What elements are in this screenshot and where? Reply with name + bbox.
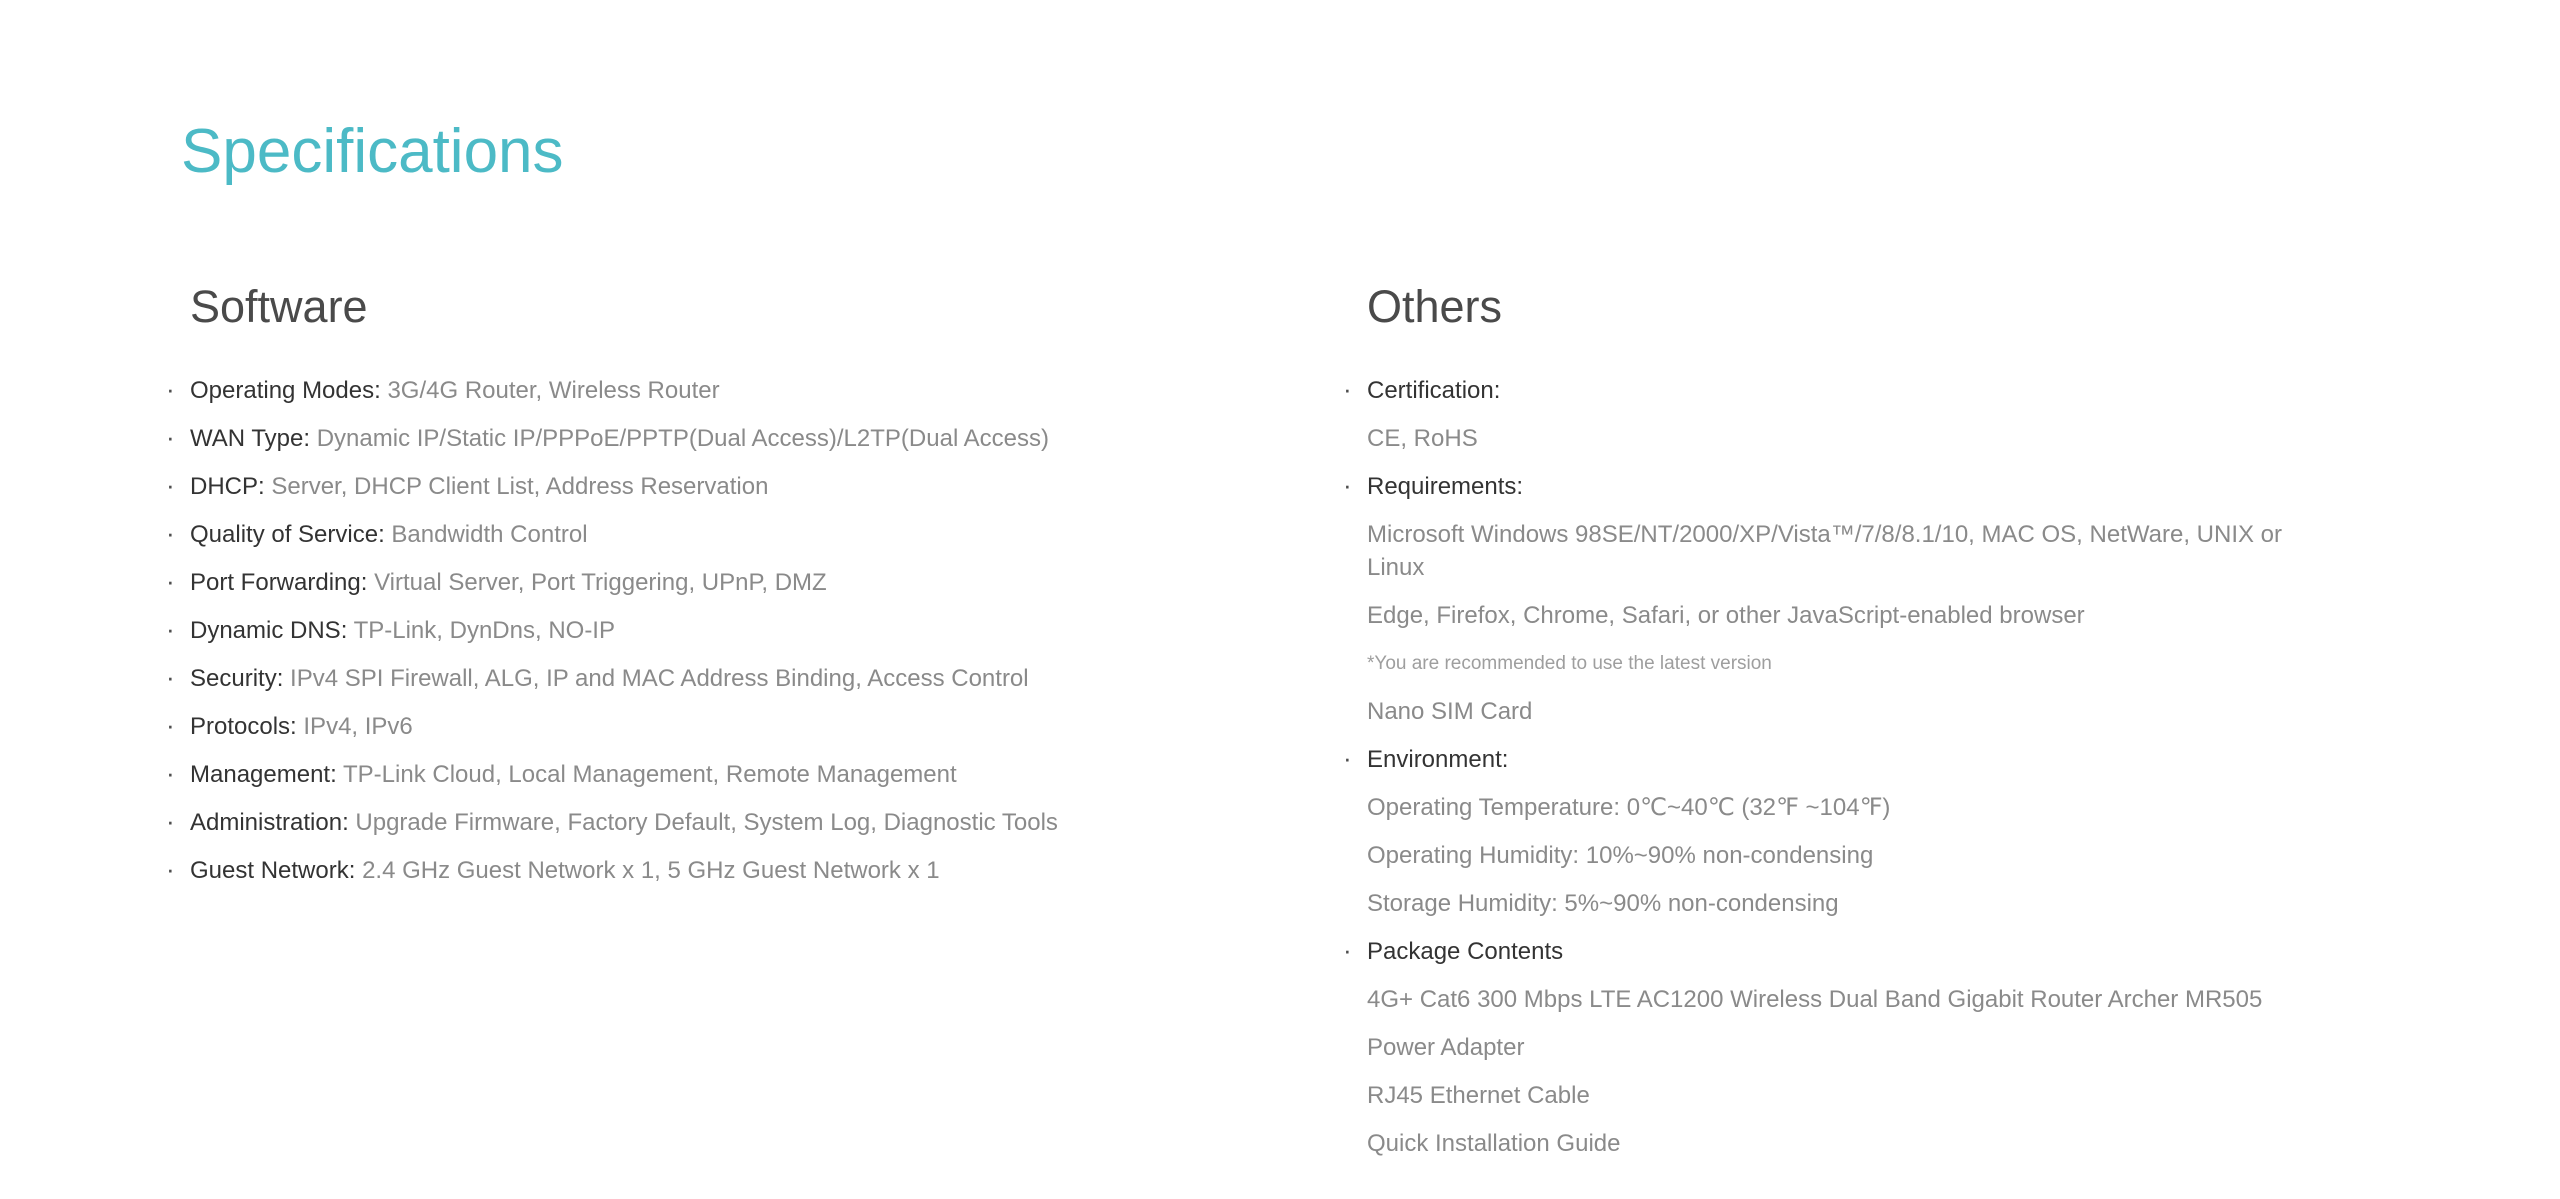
spec-line: 4G+ Cat6 300 Mbps LTE AC1200 Wireless Dual Band Gigabit Router Archer MR505	[1367, 986, 2263, 1014]
spec-group-environment	[1337, 743, 2347, 920]
spec-row-guest-network	[160, 854, 1280, 887]
spec-value: Virtual Server, Port Triggering, UPnP, DMZ	[374, 569, 827, 597]
spec-line: Edge, Firefox, Chrome, Safari, or other JavaScript-enabled browser	[1367, 602, 2085, 630]
others-column	[1337, 283, 2347, 1175]
spec-label: Management:	[190, 761, 337, 789]
spec-row-qos	[160, 518, 1280, 551]
spec-row-dynamic-dns	[160, 614, 1280, 647]
spec-group-header	[1337, 935, 2347, 968]
spec-row-dhcp	[160, 470, 1280, 503]
bullet-icon: ·	[1343, 374, 1352, 405]
spec-value: TP-Link, DynDns, NO-IP	[353, 617, 615, 645]
spec-value: TP-Link Cloud, Local Management, Remote Management	[343, 761, 957, 789]
others-heading: Others	[1367, 281, 1503, 332]
bullet-icon: ·	[166, 854, 175, 885]
spec-label: Security:	[190, 665, 284, 693]
spec-value: Bandwidth Control	[391, 521, 588, 549]
software-heading: Software	[190, 281, 368, 332]
spec-line: Operating Humidity: 10%~90% non-condensing	[1367, 842, 1874, 870]
spec-label: Environment:	[1367, 746, 1509, 774]
bullet-icon: ·	[166, 710, 175, 741]
spec-group-header	[1337, 374, 2347, 407]
spec-note: *You are recommended to use the latest version	[1367, 653, 1772, 675]
spec-line: Microsoft Windows 98SE/NT/2000/XP/Vista™/7/8/8.1/10, MAC OS, NetWare, UNIX or Linux	[1367, 521, 2282, 582]
spec-line: CE, RoHS	[1367, 425, 1478, 453]
bullet-icon: ·	[166, 566, 175, 597]
spec-label: Requirements:	[1367, 473, 1524, 501]
spec-group-certification	[1337, 374, 2347, 455]
spec-row-port-forwarding	[160, 566, 1280, 599]
spec-label: WAN Type:	[190, 425, 311, 453]
spec-label: Administration:	[190, 809, 349, 837]
spec-group-header	[1337, 743, 2347, 776]
spec-row-protocols	[160, 710, 1280, 743]
spec-value: Dynamic IP/Static IP/PPPoE/PPTP(Dual Access)/L2TP(Dual Access)	[316, 425, 1049, 453]
spec-line: Nano SIM Card	[1367, 698, 1533, 726]
bullet-icon: ·	[1343, 470, 1352, 501]
spec-value: IPv4 SPI Firewall, ALG, IP and MAC Address Binding, Access Control	[290, 665, 1029, 693]
spec-group-header	[1337, 470, 2347, 503]
spec-value: 2.4 GHz Guest Network x 1, 5 GHz Guest Network x 1	[362, 857, 940, 885]
spec-row-wan-type	[160, 422, 1280, 455]
spec-row-management	[160, 758, 1280, 791]
bullet-icon: ·	[166, 374, 175, 405]
bullet-icon: ·	[166, 614, 175, 645]
spec-label: Port Forwarding:	[190, 569, 368, 597]
spec-line: Power Adapter	[1367, 1034, 1525, 1062]
spec-label: Operating Modes:	[190, 377, 381, 405]
spec-label: Certification:	[1367, 377, 1501, 405]
page-title: Specifications	[181, 117, 564, 186]
bullet-icon: ·	[166, 470, 175, 501]
spec-value: Server, DHCP Client List, Address Reservation	[271, 473, 769, 501]
bullet-icon: ·	[1343, 743, 1352, 774]
spec-line: Operating Temperature: 0℃~40℃ (32℉ ~104℉)	[1367, 794, 1891, 822]
bullet-icon: ·	[1343, 935, 1352, 966]
spec-label: Guest Network:	[190, 857, 356, 885]
spec-group-requirements	[1337, 470, 2347, 728]
spec-group-package-contents	[1337, 935, 2347, 1160]
spec-value: 3G/4G Router, Wireless Router	[387, 377, 720, 405]
spec-label: DHCP:	[190, 473, 265, 501]
bullet-icon: ·	[166, 758, 175, 789]
spec-row-administration	[160, 806, 1280, 839]
bullet-icon: ·	[166, 518, 175, 549]
software-column	[160, 283, 1280, 902]
spec-line: Storage Humidity: 5%~90% non-condensing	[1367, 890, 1839, 918]
spec-row-operating-modes	[160, 374, 1280, 407]
spec-label: Quality of Service:	[190, 521, 385, 549]
spec-label: Protocols:	[190, 713, 297, 741]
bullet-icon: ·	[166, 806, 175, 837]
bullet-icon: ·	[166, 422, 175, 453]
spec-value: Upgrade Firmware, Factory Default, System Log, Diagnostic Tools	[355, 809, 1058, 837]
spec-value: IPv4, IPv6	[303, 713, 413, 741]
bullet-icon: ·	[166, 662, 175, 693]
spec-label: Package Contents	[1367, 938, 1564, 966]
spec-label: Dynamic DNS:	[190, 617, 348, 645]
spec-line: RJ45 Ethernet Cable	[1367, 1082, 1590, 1110]
spec-line: Quick Installation Guide	[1367, 1130, 1621, 1158]
spec-row-security	[160, 662, 1280, 695]
